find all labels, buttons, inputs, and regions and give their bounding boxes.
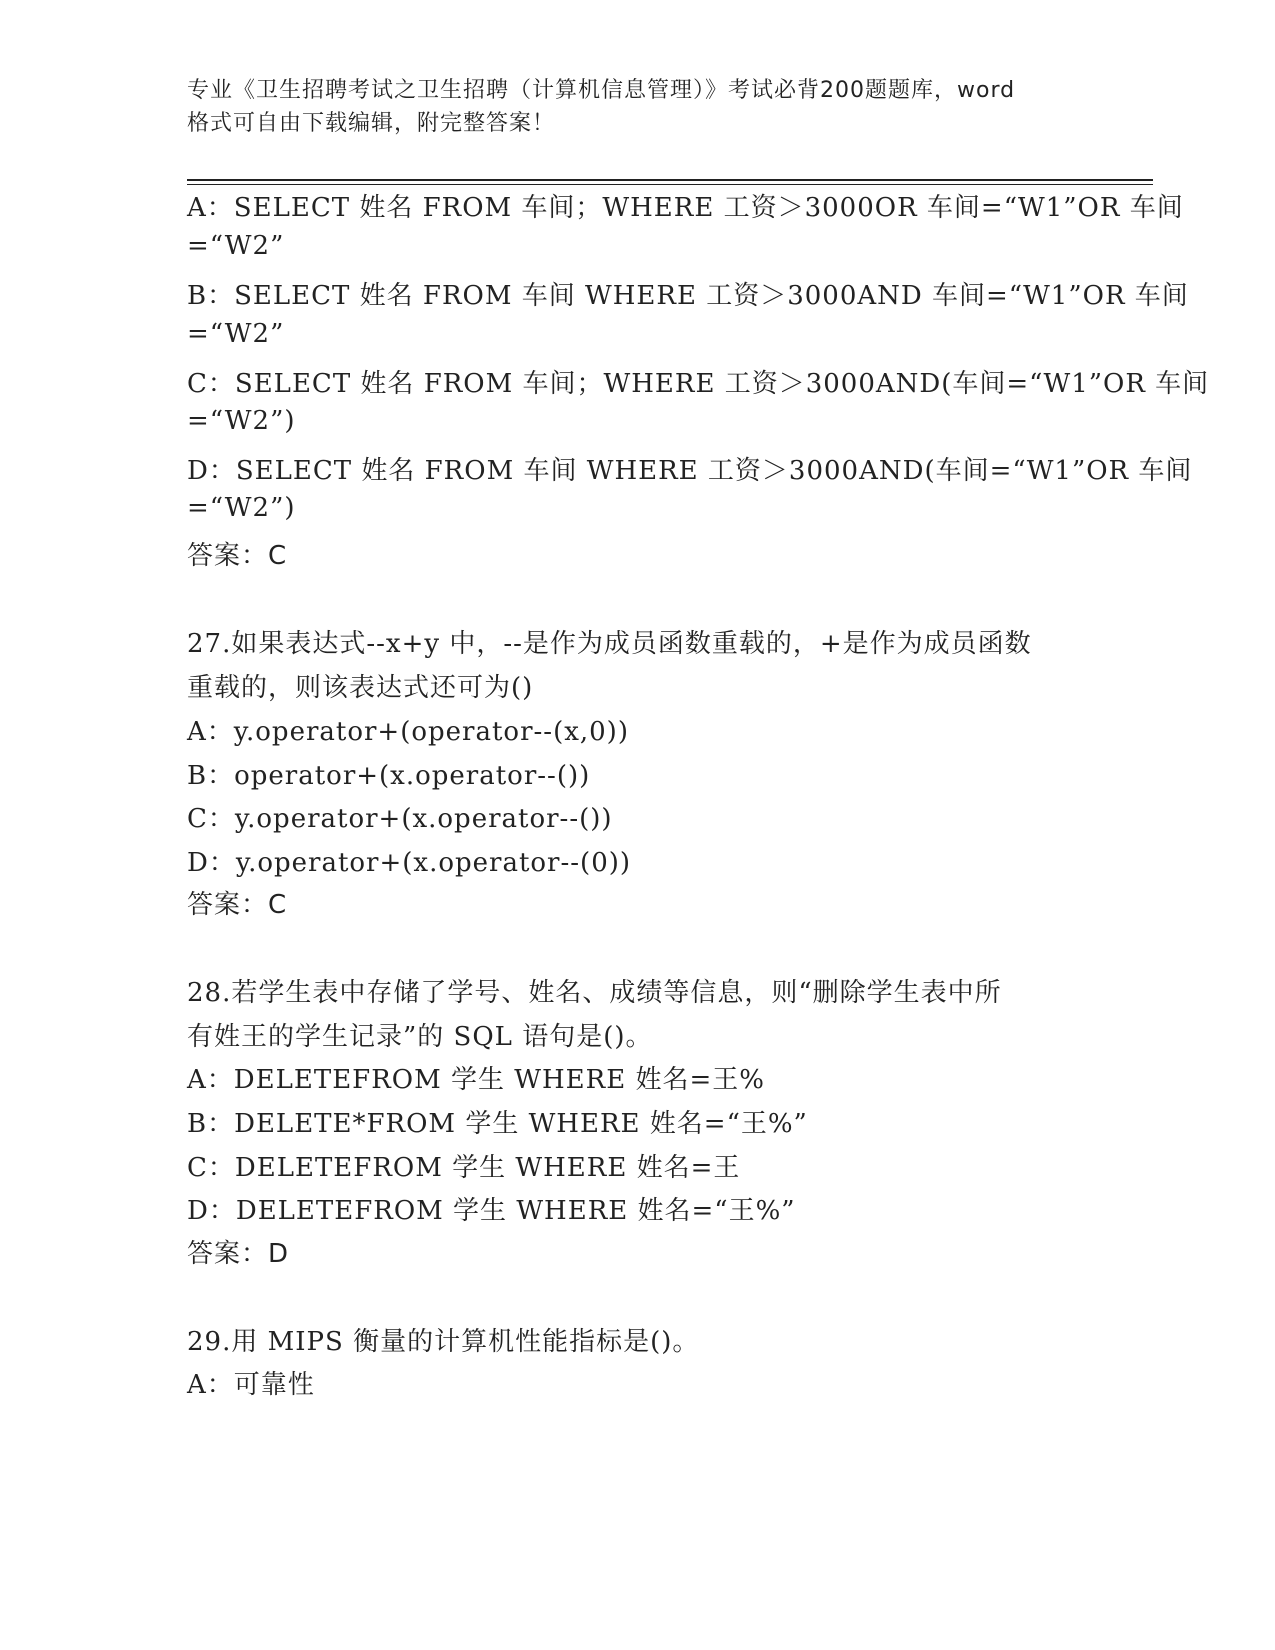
q28-stem-line-1: 28.若学生表中存储了学号、姓名、成绩等信息，则“删除学生表中所 [187,978,1002,1008]
q27-stem-line-1: 27.如果表达式--x+y 中，--是作为成员函数重载的，+是作为成员函数 [187,629,1032,659]
q26-option-b-line-2: =“W2” [187,319,285,349]
q29-stem-line-1: 29.用 MIPS 衡量的计算机性能指标是()。 [187,1327,700,1357]
header-rule-thin [187,184,1153,185]
q28-option-a: A：DELETEFROM 学生 WHERE 姓名=王% [187,1065,765,1095]
q28-option-c: C：DELETEFROM 学生 WHERE 姓名=王 [187,1153,741,1183]
q27-option-d: D：y.operator+(x.operator--(0)) [187,848,632,878]
q27-stem-line-2: 重载的，则该表达式还可为() [187,673,534,703]
q27-option-c: C：y.operator+(x.operator--()) [187,804,613,834]
q26-answer: 答案：C [187,541,288,571]
q27-option-b: B：operator+(x.operator--()) [187,761,591,791]
q28-option-d: D：DELETEFROM 学生 WHERE 姓名=“王%” [187,1196,796,1226]
q26-option-d-line-1: D：SELECT 姓名 FROM 车间 WHERE 工资＞3000AND(车间=“W1”OR 车间 [187,456,1193,486]
header-line-1: 专业《卫生招聘考试之卫生招聘（计算机信息管理）》考试必背200题题库，word [187,78,1016,103]
q27-answer: 答案：C [187,890,288,920]
q29-option-a: A：可靠性 [187,1370,315,1400]
q26-option-d-line-2: =“W2”) [187,493,296,523]
q28-stem-line-2: 有姓王的学生记录”的 SQL 语句是()。 [187,1022,653,1052]
q26-option-b-line-1: B：SELECT 姓名 FROM 车间 WHERE 工资＞3000AND 车间=“W1”OR 车间 [187,281,1189,311]
header-rule-thick [187,179,1153,181]
q26-option-a-line-1: A：SELECT 姓名 FROM 车间；WHERE 工资＞3000OR 车间=“W1”OR 车间 [187,193,1184,223]
q27-option-a: A：y.operator+(operator--(x,0)) [187,717,629,747]
q28-option-b: B：DELETE*FROM 学生 WHERE 姓名=“王%” [187,1109,808,1139]
document-header [187,74,1087,140]
q28-answer: 答案：D [187,1239,290,1269]
q26-option-c-line-2: =“W2”) [187,406,296,436]
q26-option-c-line-1: C：SELECT 姓名 FROM 车间；WHERE 工资＞3000AND(车间=“W1”OR 车间 [187,369,1210,399]
q26-option-a-line-2: =“W2” [187,231,285,261]
header-line-2: 格式可自由下载编辑，附完整答案！ [187,111,556,136]
